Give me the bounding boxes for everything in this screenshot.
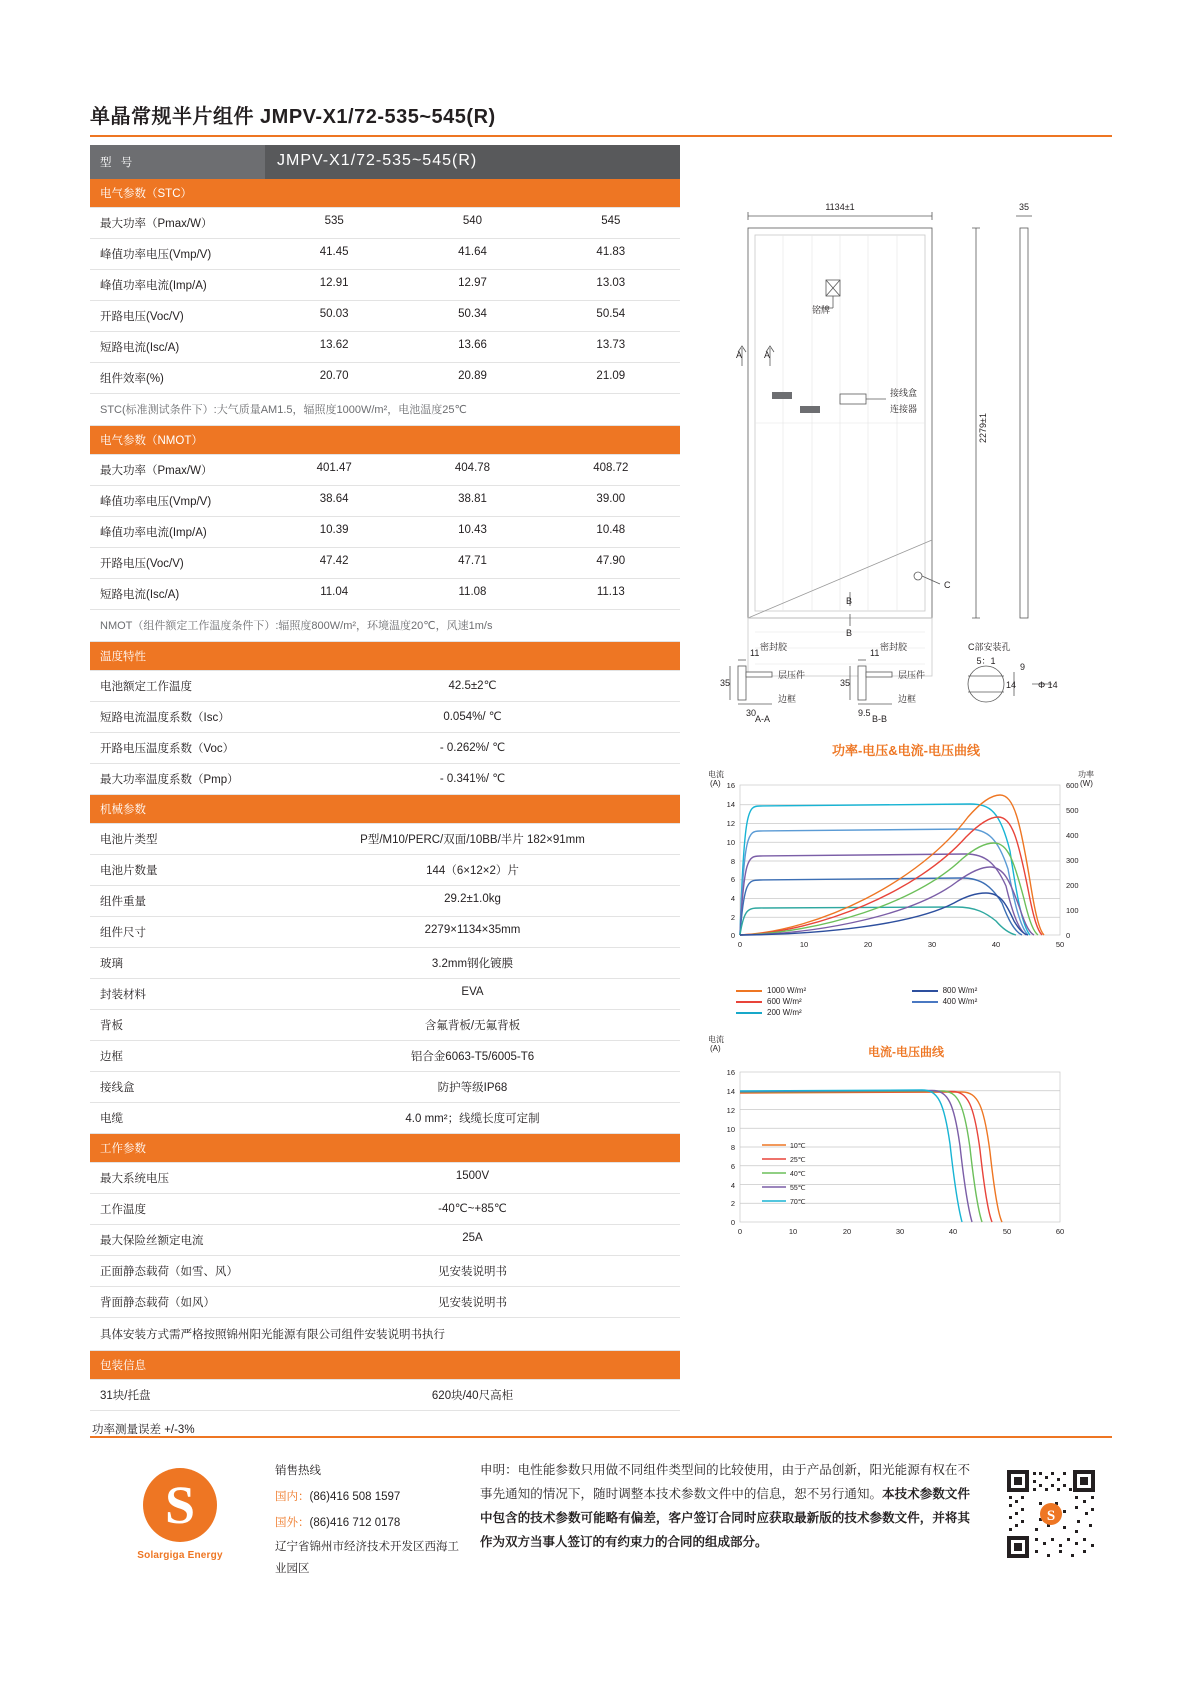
table-row: [90, 886, 680, 917]
table-row: [90, 1103, 680, 1134]
sealant-label-right: 密封胶: [880, 642, 908, 652]
company-address: 辽宁省锦州市经济技术开发区西海工业园区: [275, 1541, 459, 1575]
dim-thickness-text: 35: [1018, 202, 1030, 212]
row-label: 电缆: [90, 1103, 265, 1133]
svg-text:12: 12: [726, 819, 735, 828]
cell: 20.89: [458, 370, 487, 382]
dim-30: 30: [746, 708, 757, 718]
svg-text:10: 10: [788, 1227, 798, 1236]
sealant-label-left: 密封胶: [760, 642, 788, 652]
table-row: [90, 764, 680, 795]
svg-text:30: 30: [927, 940, 937, 949]
chart1-ylabel: 电流: [708, 770, 724, 779]
svg-text:(A): (A): [710, 779, 721, 788]
cell: 50.54: [596, 308, 626, 320]
row-label: 峰值功率电流(Imp/A): [90, 270, 265, 300]
cell: -40℃~+85℃: [438, 1203, 507, 1215]
cell: 41.64: [458, 246, 487, 258]
svg-text:0: 0: [737, 940, 743, 949]
cell: 408.72: [593, 462, 629, 474]
cell: 535: [324, 215, 344, 227]
model-label: 型 号: [90, 145, 265, 179]
label-b-top: B: [846, 596, 853, 606]
section-aa-label: A-A: [755, 714, 771, 724]
disclaimer-text: 申明：电性能参数只用做不同组件类型间的比较使用，由于产品创新，阳光能源有权在不事先通知的情况下，随时调整本技术参数文件中的信息，恕不另行通知。: [480, 1463, 970, 1501]
svg-text:10: 10: [726, 1125, 735, 1134]
chart2-legend-55c: 55℃: [790, 1185, 806, 1192]
frame-label-left: 边框: [778, 694, 797, 704]
table-row: [90, 208, 680, 239]
row-label: 短路电流温度系数（Isc）: [90, 702, 265, 732]
frame-label-right: 边框: [898, 694, 917, 704]
table-row: [90, 702, 680, 733]
right-column: [700, 180, 1112, 1257]
cell: 1500V: [455, 1170, 490, 1182]
install-note-row: [90, 1318, 680, 1351]
legend-label: 400 W/m²: [942, 997, 978, 1006]
label-a-left: A: [736, 350, 743, 360]
section-band-mechanical: [90, 795, 680, 824]
cell: 620块/40尺高柜: [431, 1390, 514, 1402]
cell: 0.054%/ ℃: [443, 711, 502, 723]
chart2-legend-25c: 25℃: [790, 1157, 806, 1164]
overseas-phone: (86)416 712 0178: [309, 1517, 401, 1529]
row-values: [265, 486, 680, 516]
band-label: 电气参数（STC）: [90, 179, 680, 207]
svg-text:50: 50: [1002, 1227, 1012, 1236]
row-label: 峰值功率电流(Imp/A): [90, 517, 265, 547]
svg-text:50: 50: [1055, 940, 1065, 949]
overseas-contact: [275, 1510, 465, 1536]
spec-table: [90, 145, 680, 1437]
table-row: [90, 1194, 680, 1225]
svg-text:10: 10: [726, 838, 735, 847]
cell: 12.97: [458, 277, 487, 289]
svg-text:14: 14: [726, 1087, 735, 1096]
cell: 10.39: [319, 524, 349, 536]
row-label: 接线盒: [90, 1072, 265, 1102]
section-band-operating: [90, 1134, 680, 1163]
footer: [90, 1450, 1112, 1640]
disclaimer: [480, 1458, 970, 1554]
row-values: [265, 455, 680, 485]
cell: 13.62: [319, 339, 349, 351]
model-header-row: [90, 145, 680, 179]
row-label: 31块/托盘: [90, 1380, 265, 1410]
cell: 10.48: [596, 524, 626, 536]
row-label: 组件尺寸: [90, 917, 265, 947]
cell: 540: [462, 215, 483, 227]
row-label: 开路电压(Voc/V): [90, 301, 265, 331]
svg-text:16: 16: [726, 781, 735, 790]
table-row: [90, 1225, 680, 1256]
chart1-legend: [736, 985, 1076, 1018]
svg-text:0: 0: [730, 931, 735, 940]
row-label: 开路电压(Voc/V): [90, 548, 265, 578]
table-row: [90, 824, 680, 855]
svg-text:S: S: [1046, 1508, 1056, 1524]
domestic-contact: [275, 1484, 465, 1510]
row-label: 最大功率温度系数（Pmp）: [90, 764, 265, 794]
row-label: 组件重量: [90, 886, 265, 916]
section-band-temperature: [90, 642, 680, 671]
row-label: 背板: [90, 1010, 265, 1040]
row-values: [265, 332, 680, 362]
legend-swatch: [736, 990, 762, 992]
row-label: 电池片类型: [90, 824, 265, 854]
cell: EVA: [461, 986, 484, 998]
chart2-title: 电流-电压曲线: [868, 1045, 944, 1059]
table-row: [90, 239, 680, 270]
table-row: [90, 486, 680, 517]
svg-text:500: 500: [1066, 806, 1079, 815]
title-divider: [90, 135, 1112, 137]
row-values: [265, 517, 680, 547]
cell: 38.64: [319, 493, 349, 505]
row-label: 封装材料: [90, 979, 265, 1009]
svg-text:2: 2: [730, 913, 735, 922]
table-row: [90, 733, 680, 764]
table-row: [90, 1287, 680, 1318]
svg-text:0: 0: [1066, 931, 1071, 940]
nameplate-label: 铭牌: [812, 305, 831, 315]
svg-text:12: 12: [726, 1106, 735, 1115]
band-label: 电气参数（NMOT）: [90, 426, 680, 454]
mount-scale: 5：1: [976, 656, 996, 666]
legend-label: 800 W/m²: [942, 986, 978, 995]
cell: 545: [601, 215, 621, 227]
stc-note: STC(标准测试条件下）:大气质量AM1.5，辐照度1000W/m²，电池温度25℃: [90, 394, 680, 426]
svg-text:20: 20: [863, 940, 873, 949]
cell: 38.81: [458, 493, 487, 505]
table-row: [90, 917, 680, 948]
dim-width-text: 1134±1: [825, 202, 855, 212]
module-drawing: [700, 180, 1112, 740]
row-label: 最大功率（Pmax/W）: [90, 455, 265, 485]
svg-text:10: 10: [799, 940, 809, 949]
svg-text:400: 400: [1066, 831, 1079, 840]
chart-pv-iv: [700, 740, 1112, 1018]
overseas-label: 国外：: [275, 1517, 310, 1529]
chart-iv-temp: [700, 1032, 1112, 1257]
footer-divider: [90, 1436, 1112, 1438]
cell: 13.66: [458, 339, 487, 351]
svg-text:6: 6: [730, 875, 735, 884]
dim-14: 14: [1006, 680, 1017, 690]
table-row: [90, 579, 680, 610]
logo-letter: S: [143, 1468, 217, 1542]
band-label: 机械参数: [90, 795, 680, 823]
svg-text:16: 16: [726, 1068, 735, 1077]
row-label: 最大保险丝额定电流: [90, 1225, 265, 1255]
band-label: 包装信息: [90, 1351, 680, 1379]
svg-text:0: 0: [737, 1227, 743, 1236]
cell: 见安装说明书: [438, 1297, 507, 1309]
table-row: [90, 455, 680, 486]
table-row: [90, 301, 680, 332]
table-row: [90, 979, 680, 1010]
chart1-title: 功率-电压&电流-电压曲线: [831, 743, 981, 758]
mount-hole-title: C部安装孔: [968, 642, 1011, 652]
section-band-stc: [90, 179, 680, 208]
row-label: 最大功率（Pmax/W）: [90, 208, 265, 238]
section-band-nmot: [90, 426, 680, 455]
row-values: [265, 239, 680, 269]
cell: - 0.341%/ ℃: [439, 773, 506, 785]
dim-phi-14: Φ 14: [1038, 680, 1058, 690]
cell: 11.04: [320, 586, 349, 598]
cell: 29.2±1.0kg: [444, 893, 501, 905]
page-title: 单晶常规半片组件 JMPV-X1/72-535~545(R): [90, 106, 496, 128]
cell: 2279×1134×35mm: [424, 924, 521, 936]
cell: 50.03: [319, 308, 349, 320]
cell: 50.34: [458, 308, 487, 320]
row-label: 正面静态载荷（如雪、风）: [90, 1256, 265, 1286]
svg-text:6: 6: [730, 1162, 735, 1171]
domestic-label: 国内：: [275, 1491, 310, 1503]
table-row: [90, 1256, 680, 1287]
svg-text:(W): (W): [1080, 779, 1093, 788]
row-label: 工作温度: [90, 1194, 265, 1224]
junction-box-label: 接线盒: [890, 388, 918, 398]
row-label: 短路电流(Isc/A): [90, 332, 265, 362]
row-label: 玻璃: [90, 948, 265, 978]
connector-label: 连接器: [890, 404, 918, 414]
cell: - 0.262%/ ℃: [439, 742, 506, 754]
dim-35-right: 35: [840, 678, 851, 688]
cell: 47.71: [458, 555, 487, 567]
chart2-legend-70c: 70℃: [790, 1199, 806, 1206]
cell: 47.42: [319, 555, 349, 567]
legend-swatch: [912, 990, 938, 992]
label-b-bottom: B: [846, 628, 853, 638]
band-label: 温度特性: [90, 642, 680, 670]
svg-text:20: 20: [842, 1227, 852, 1236]
svg-text:200: 200: [1066, 881, 1079, 890]
laminate-label-left: 层压件: [778, 670, 806, 680]
svg-text:(A): (A): [710, 1044, 721, 1053]
cell: 12.91: [319, 277, 349, 289]
row-label: 开路电压温度系数（Voc）: [90, 733, 265, 763]
legend-swatch: [736, 1001, 762, 1003]
laminate-label-right: 层压件: [898, 670, 926, 680]
chart2-legend-40c: 40℃: [790, 1171, 806, 1178]
install-note: 具体安装方式需严格按照锦州阳光能源有限公司组件安装说明书执行: [100, 1329, 445, 1341]
cell: 4.0 mm²；线缆长度可定制: [405, 1113, 540, 1125]
chart2-ylabel: 电流: [708, 1035, 724, 1044]
cell: P型/M10/PERC/双面/10BB/半片 182×91mm: [360, 834, 585, 846]
table-row: [90, 1072, 680, 1103]
svg-text:30: 30: [895, 1227, 905, 1236]
cell: 41.83: [596, 246, 626, 258]
table-row: [90, 948, 680, 979]
row-label: 背面静态载荷（如风）: [90, 1287, 265, 1317]
table-row: [90, 1380, 680, 1411]
svg-text:100: 100: [1066, 906, 1079, 915]
band-label: 工作参数: [90, 1134, 680, 1162]
table-row: [90, 1010, 680, 1041]
model-value: JMPV-X1/72-535~545(R): [265, 145, 680, 179]
row-values: [265, 301, 680, 331]
label-a-right: A: [764, 350, 771, 360]
dim-height-text: 2279±1: [978, 413, 988, 443]
chart2-legend-10c: 10℃: [790, 1143, 806, 1150]
cell: 20.70: [319, 370, 349, 382]
tolerance-note: 功率测量误差 +/-3%: [92, 1424, 195, 1436]
label-c: C: [944, 580, 951, 590]
company-logo: [110, 1468, 250, 1561]
svg-text:8: 8: [730, 857, 735, 866]
legend-label: 1000 W/m²: [767, 986, 807, 995]
logo-text: Solargiga Energy: [137, 1550, 223, 1561]
table-row: [90, 270, 680, 301]
cell: 401.47: [316, 462, 352, 474]
row-label: 峰值功率电压(Vmp/V): [90, 486, 265, 516]
svg-text:40: 40: [991, 940, 1001, 949]
row-values: [265, 548, 680, 578]
svg-text:600: 600: [1066, 781, 1079, 790]
sales-title: 销售热线: [275, 1465, 321, 1477]
row-label: 电池额定工作温度: [90, 671, 265, 701]
domestic-phone: (86)416 508 1597: [309, 1491, 401, 1503]
cell: 39.00: [596, 493, 626, 505]
contact-block: [275, 1458, 465, 1580]
row-values: [265, 579, 680, 609]
svg-text:40: 40: [948, 1227, 958, 1236]
svg-text:60: 60: [1055, 1227, 1065, 1236]
nmot-note: NMOT（组件额定工作温度条件下）:辐照度800W/m²，环境温度20℃，风速1m/s: [90, 610, 680, 642]
cell: 见安装说明书: [438, 1266, 507, 1278]
cell: 41.45: [319, 246, 349, 258]
cell: 11.08: [458, 586, 487, 598]
cell: 含氟背板/无氟背板: [424, 1020, 521, 1032]
chart1-ylabel2: 功率: [1078, 770, 1094, 779]
legend-swatch: [912, 1001, 938, 1003]
svg-text:4: 4: [730, 894, 735, 903]
cell: 21.09: [596, 370, 626, 382]
dim-9-5: 9.5: [858, 708, 871, 718]
row-values: [265, 270, 680, 300]
cell: 11.13: [596, 586, 625, 598]
cell: 47.90: [596, 555, 626, 567]
cell: 13.73: [596, 339, 626, 351]
row-label: 最大系统电压: [90, 1163, 265, 1193]
svg-text:4: 4: [730, 1181, 735, 1190]
dim-11-right: 11: [870, 648, 880, 658]
row-values: [265, 363, 680, 393]
table-row: [90, 363, 680, 394]
table-row: [90, 855, 680, 886]
legend-label: 200 W/m²: [767, 1008, 802, 1017]
row-label: 边框: [90, 1041, 265, 1071]
table-row: [90, 548, 680, 579]
cell: 铝合金6063-T5/6005-T6: [410, 1051, 535, 1063]
cell: 防护等级IP68: [437, 1082, 508, 1094]
table-row: [90, 1041, 680, 1072]
disclaimer-bold-text: 本技术参数文件中包含的技术参数可能略有偏差，客户签订合同时应获取最新版的技术参数文件，并将其作为双方当事人签订的有约束力的合同的组成部分。: [480, 1487, 970, 1549]
section-band-packaging: [90, 1351, 680, 1380]
svg-text:300: 300: [1066, 856, 1079, 865]
legend-swatch: [736, 1012, 762, 1014]
table-row: [90, 1163, 680, 1194]
row-label: 电池片数量: [90, 855, 265, 885]
row-label: 短路电流(Isc/A): [90, 579, 265, 609]
table-row: [90, 671, 680, 702]
dim-35-left: 35: [720, 678, 731, 688]
table-row: [90, 517, 680, 548]
svg-text:14: 14: [726, 800, 735, 809]
cell: 13.03: [596, 277, 626, 289]
svg-text:8: 8: [730, 1143, 735, 1152]
svg-text:0: 0: [730, 1218, 735, 1227]
qr-code: [1005, 1468, 1097, 1560]
cell: 3.2mm钢化镀膜: [431, 958, 514, 970]
cell: 10.43: [458, 524, 487, 536]
dim-11-left: 11: [750, 648, 760, 658]
row-label: 组件效率(%): [90, 363, 265, 393]
cell: 404.78: [454, 462, 491, 474]
section-bb-label: B-B: [872, 714, 888, 724]
row-values: [265, 208, 680, 238]
legend-label: 600 W/m²: [767, 997, 802, 1006]
cell: 25A: [462, 1232, 483, 1244]
cell: 144（6×12×2）片: [426, 865, 519, 877]
table-row: [90, 332, 680, 363]
row-label: 峰值功率电压(Vmp/V): [90, 239, 265, 269]
cell: 42.5±2℃: [448, 680, 497, 692]
svg-text:2: 2: [730, 1199, 735, 1208]
dim-9: 9: [1020, 662, 1026, 672]
